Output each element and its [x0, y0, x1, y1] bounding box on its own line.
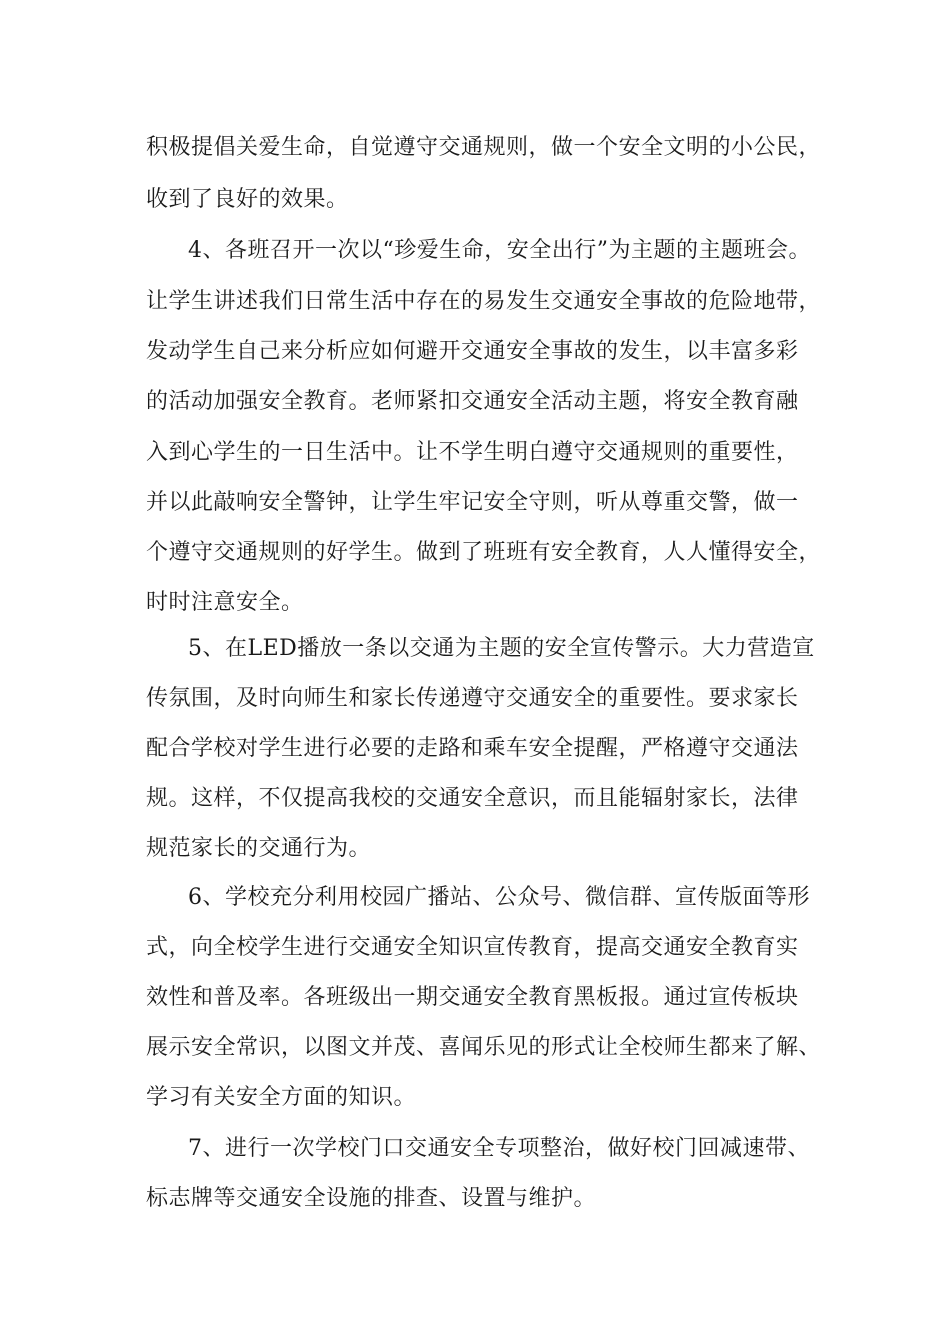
text-line: 传氛围，及时向师生和家长传递遵守交通安全的重要性。要求家长 — [146, 686, 799, 711]
text-line: 发动学生自己来分析应如何避开交通安全事故的发生，以丰富多彩 — [146, 339, 799, 364]
text-line: 积极提倡关爱生命，自觉遵守交通规则，做一个安全文明的小公民， — [146, 135, 822, 160]
text-line: 学习有关安全方面的知识。 — [146, 1085, 417, 1110]
text-line: 效性和普及率。各班级出一期交通安全教育黑板报。通过宣传板块 — [146, 985, 799, 1010]
paragraph-7-start: 7、进行一次学校门口交通安全专项整治，做好校门回减速带、 — [188, 1136, 810, 1161]
text-line: 时时注意安全。 — [146, 590, 304, 615]
text-line: 个遵守交通规则的好学生。做到了班班有安全教育，人人懂得安全， — [146, 540, 822, 565]
text-line: 的活动加强安全教育。老师紧扣交通安全活动主题，将安全教育融 — [146, 389, 799, 414]
text-line: 标志牌等交通安全设施的排查、设置与维护。 — [146, 1186, 597, 1211]
text-line: 展示安全常识，以图文并茂、喜闻乐见的形式让全校师生都来了解、 — [146, 1035, 822, 1060]
paragraph-5-start: 5、在LED播放一条以交通为主题的安全宣传警示。大力营造宣 — [188, 636, 815, 661]
paragraph-4-start: 4、各班召开一次以“珍爱生命，安全出行”为主题的主题班会。 — [188, 238, 811, 263]
text-line: 规。这样，不仅提高我校的交通安全意识，而且能辐射家长，法律 — [146, 786, 799, 811]
text-line: 并以此敲响安全警钟，让学生牢记安全守则，听从尊重交警，做一 — [146, 490, 799, 515]
text-line: 入到心学生的一日生活中。让不学生明白遵守交通规则的重要性， — [146, 440, 799, 465]
paragraph-6-start: 6、学校充分利用校园广播站、公众号、微信群、宣传版面等形 — [188, 885, 810, 910]
text-line: 配合学校对学生进行必要的走路和乘车安全提醒，严格遵守交通法 — [146, 736, 799, 761]
text-line: 收到了良好的效果。 — [146, 187, 349, 212]
text-line: 规范家长的交通行为。 — [146, 836, 372, 861]
text-line: 式，向全校学生进行交通安全知识宣传教育，提高交通安全教育实 — [146, 935, 799, 960]
text-line: 让学生讲述我们日常生活中存在的易发生交通安全事故的危险地带， — [146, 289, 822, 314]
